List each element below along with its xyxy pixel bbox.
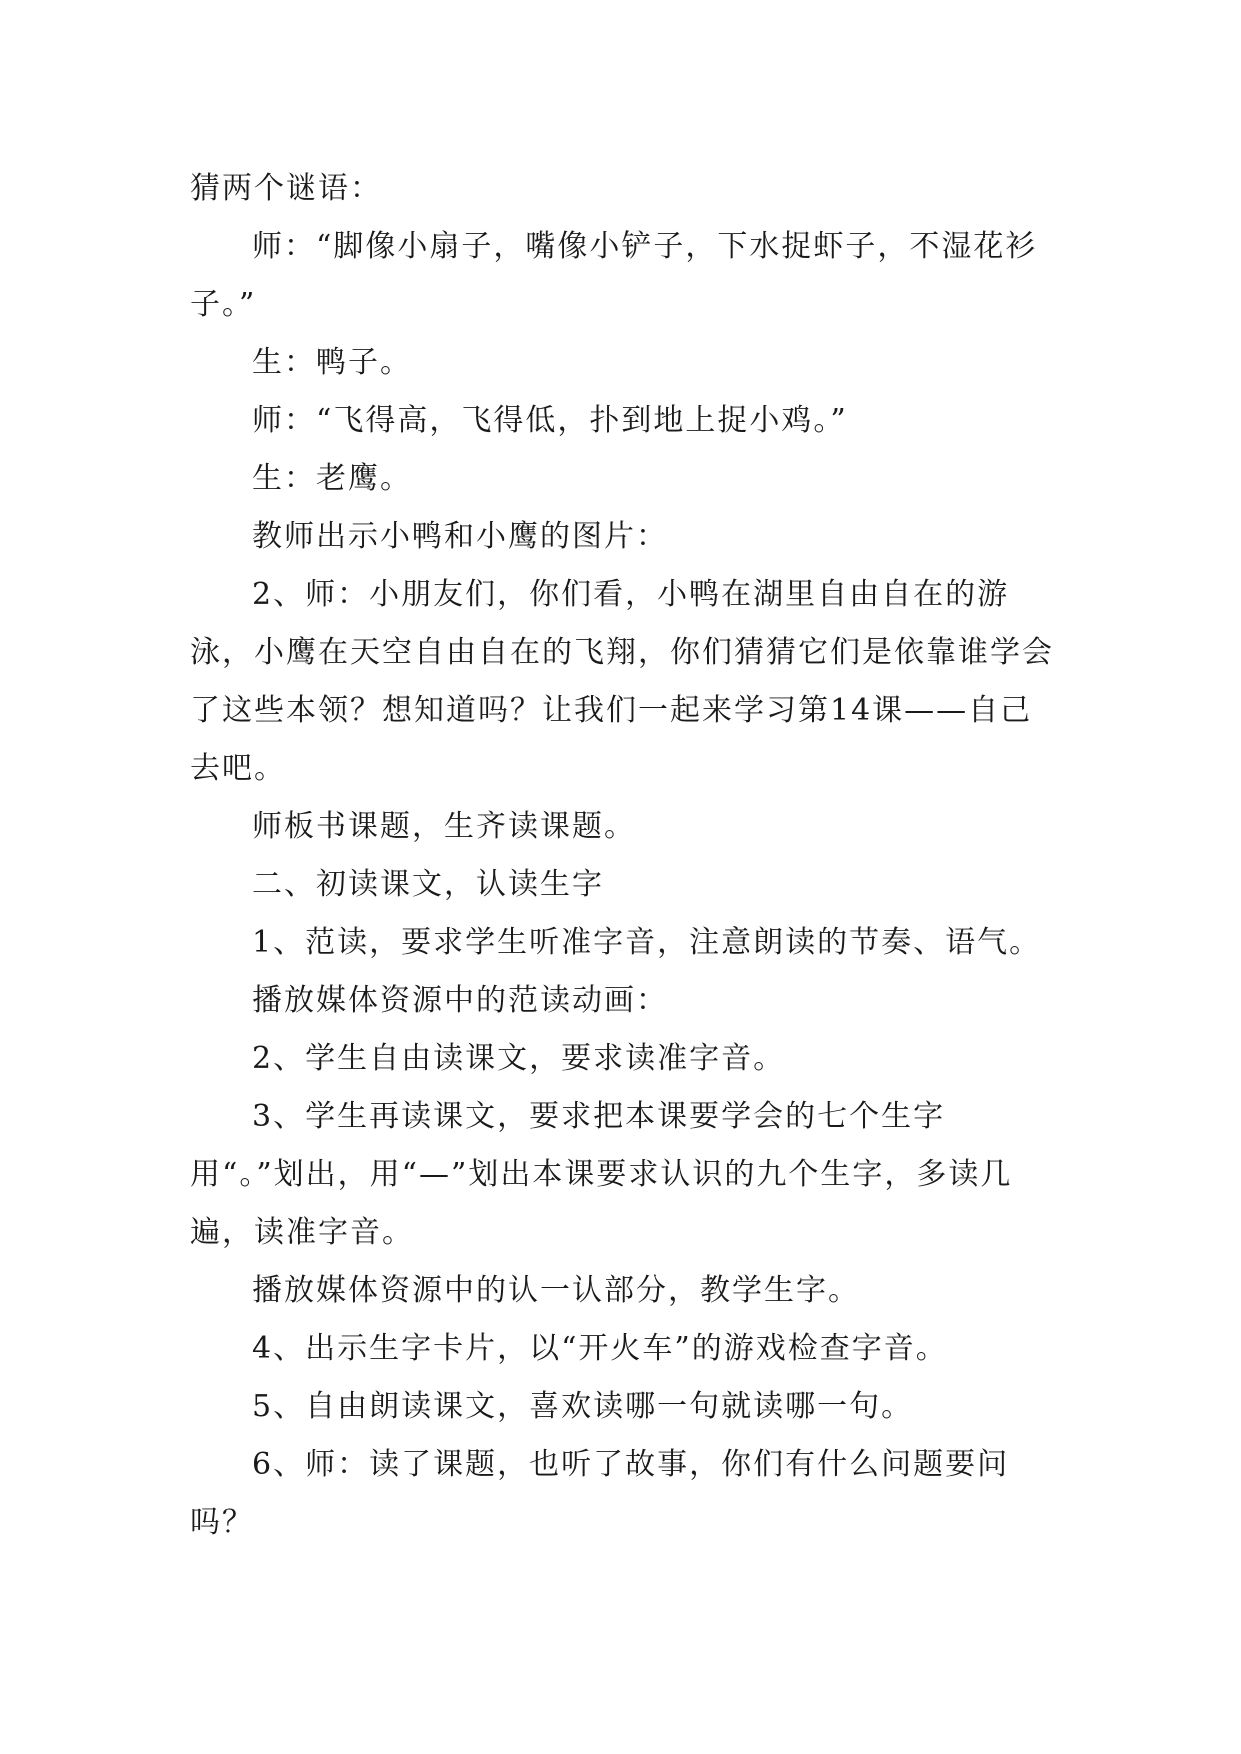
paragraph-play-animation: 播放媒体资源中的范读动画： bbox=[252, 983, 668, 1018]
paragraph-show-pictures: 教师出示小鸭和小鹰的图片： bbox=[252, 519, 668, 554]
paragraph-step-5: 5、自由朗读课文，喜欢读哪一句就读哪一句。 bbox=[252, 1389, 914, 1424]
paragraph-step-2: 2、学生自由读课文，要求读准字音。 bbox=[252, 1041, 786, 1076]
paragraph-step-6: 6、师：读了课题，也听了故事，你们有什么问题要问吗？ bbox=[190, 1447, 1010, 1540]
paragraph-riddle-duck: 师：“脚像小扇子，嘴像小铲子，下水捉虾子，不湿花衫子。” bbox=[190, 229, 1038, 322]
paragraph-step-4: 4、出示生字卡片，以“开火车”的游戏检查字音。 bbox=[252, 1331, 948, 1366]
paragraph-step-3: 3、学生再读课文，要求把本课要学会的七个生字用“。”划出，用“—”划出本课要求认识的九个生字，多读几遍，读准字音。 bbox=[190, 1099, 1013, 1250]
paragraph-riddle-intro: 猜两个谜语： bbox=[190, 171, 382, 206]
paragraph-answer-duck: 生：鸭子。 bbox=[252, 345, 412, 380]
paragraph-riddle-eagle: 师：“飞得高，飞得低，扑到地上捉小鸡。” bbox=[252, 403, 848, 438]
paragraph-teacher-intro: 2、师：小朋友们，你们看，小鸭在湖里自由自在的游泳，小鹰在天空自由自在的飞翔，你们猜猜它们是依靠谁学会了这些本领？想知道吗？让我们一起来学习第14课——自己去吧。 bbox=[190, 577, 1054, 786]
body-text bbox=[190, 160, 1060, 1552]
paragraph-answer-eagle: 生：老鹰。 bbox=[252, 461, 412, 496]
paragraph-board-title: 师板书课题，生齐读课题。 bbox=[252, 809, 636, 844]
paragraph-step-1: 1、范读，要求学生听准字音，注意朗读的节奏、语气。 bbox=[252, 925, 1042, 960]
section-heading: 二、初读课文，认读生字 bbox=[252, 867, 604, 902]
paragraph-play-recognize: 播放媒体资源中的认一认部分，教学生字。 bbox=[252, 1273, 860, 1308]
